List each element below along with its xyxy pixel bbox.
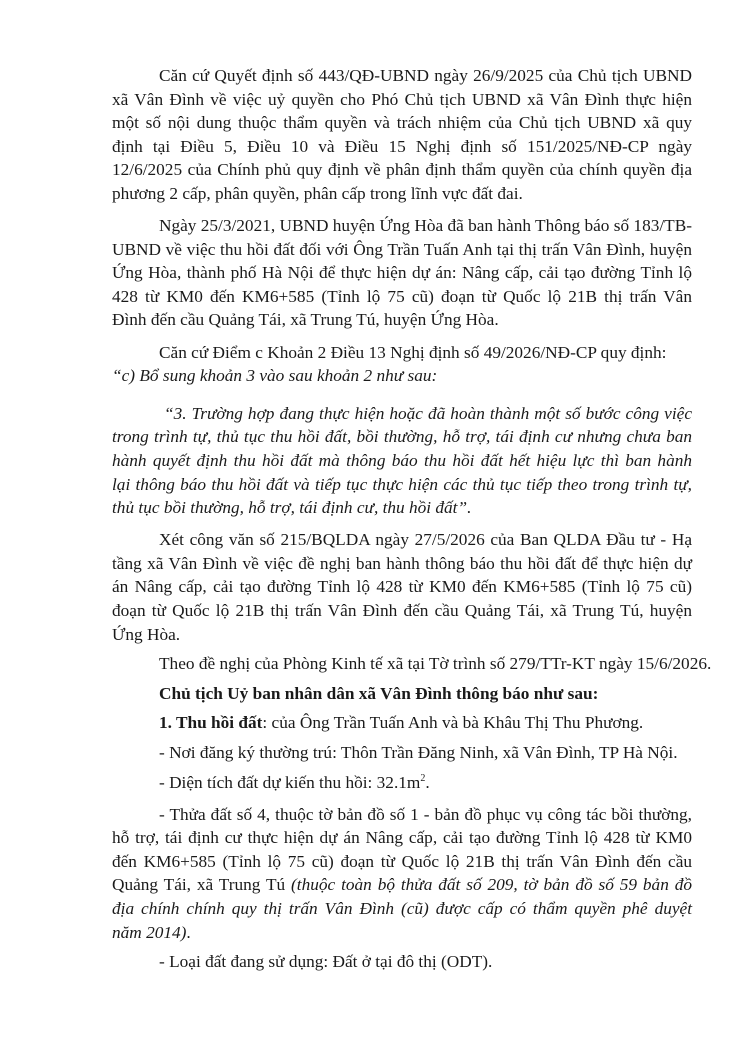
text-line: UBND về việc thu hồi đất đối với Ông Trần Tuấn Anh tại thị trấn Vân Đình, huyện [112,239,692,259]
text-line [112,921,692,945]
text-normal: Quảng Tái, xã Trung Tú [112,875,292,895]
item-label: 1. Thu hồi đất [159,713,263,733]
text-line: Ngày 25/3/2021, UBND huyện Ứng Hòa đã ban hành Thông báo số 183/TB- [159,216,692,236]
text-line: Ứng Hòa. [112,624,181,644]
paragraph-parcel [112,803,692,945]
area-tail: . [425,772,430,792]
text-italic: năm 2014) [112,922,187,942]
text-line: Đình đến cầu Quảng Tái, xã Trung Tú, huyện Ứng Hòa. [112,310,499,330]
text-line: hỗ trợ, tái định cư thực hiện dự án Nâng cấp, cải tạo đường Tỉnh lộ 428 từ KM0 [112,828,692,848]
text-line: đoạn từ Quốc lộ 21B thị trấn Vân Đình đến cầu Quảng Tái, xã Trung Tú, huyện [112,600,692,620]
text-line: thủ tục bồi thường, hỗ trợ, tái định cư, thu hồi đất”. [112,498,472,518]
text-line: tầng xã Vân Đình về việc đề nghị ban hành thông báo thu hồi đất để thực hiện dự [112,553,692,573]
text-line: Căn cứ Điểm c Khoản 2 Điều 13 Nghị định số 49/2026/NĐ-CP quy định: [159,342,667,362]
text-line: một số nội dung thuộc thẩm quyền và trách nhiệm của Chủ tịch UBND xã quy [112,113,692,133]
land-type-line: - Loại đất đang sử dụng: Đất ở tại đô thị (ODT). [159,952,493,972]
text-line: “3. Trường hợp đang thực hiện hoặc đã hoàn thành một số bước công việc [164,403,692,423]
text-line: Căn cứ Quyết định số 443/QĐ-UBND ngày 26/9/2025 của Chủ tịch UBND [159,66,692,85]
text-line [112,873,692,897]
paragraph-proposal: Theo đề nghị của Phòng Kinh tế xã tại Tờ trình số 279/TTr-KT ngày 15/6/2026. [159,654,712,674]
area-unit-superscript: 2 [420,772,426,784]
text-line: Xét công văn số 215/BQLDA ngày 27/5/2026 của Ban QLDA Đầu tư - Hạ [159,530,692,550]
paragraph-legal-basis-2 [112,341,692,388]
text-line: 12/6/2025 của Chính phủ quy định về phân định thẩm quyền của chính quyền địa [112,160,692,180]
text-line: lại thông báo thu hồi đất và tiếp tục thực hiện các thủ tục tiếp theo trong trình tự, [112,474,692,494]
text-line: phương 2 cấp, phân quyền, phân cấp trong lĩnh vực đất đai. [112,183,523,203]
section-heading: Chủ tịch Uỷ ban nhân dân xã Vân Đình thông báo như sau: [159,683,599,703]
paragraph-legal-basis-1 [112,64,692,206]
paragraph-request-letter [112,528,692,646]
item-land-recovery [112,711,692,735]
text-line: án Nâng cấp, cải tạo đường Tỉnh lộ 428 từ KM0 đến KM6+585 (Tỉnh lộ 75 cũ) [112,577,692,597]
text-line: trong trình tự, thủ tục thu hồi đất, bồi thường, hỗ trợ, tái định cư nhưng chưa ban [112,427,692,447]
quoted-provision [112,402,692,520]
paragraph-notice-2021 [112,214,692,332]
text-line: định tại Điều 5, Điều 10 và Điều 15 Nghị định số 151/2025/NĐ-CP ngày [112,136,692,156]
text-italic: (thuộc toàn bộ thửa đất số 209, tờ bản đồ số 59 bản đồ [291,875,692,895]
area-label: - Diện tích đất dự kiến thu hồi: 32.1m [159,772,421,792]
area-line [112,771,692,795]
text-line: xã Vân Đình về việc uỷ quyền cho Phó Chủ tịch UBND xã Vân Đình thực hiện [112,89,692,109]
text-line: hành quyết định thu hồi đất mà thông báo thu hồi đất hết hiệu lực thì ban hành [112,450,692,470]
text-normal: . [186,922,191,942]
text-line: 428 từ KM0 đến KM6+585 (Tỉnh lộ 75 cũ) đoạn từ Quốc lộ 21B thị trấn Vân [112,286,692,306]
item-text: : của Ông Trần Tuấn Anh và bà Khâu Thị Thu Phương. [262,713,644,733]
text-line: Ứng Hòa, thành phố Hà Nội để thực hiện dự án: Nâng cấp, cải tạo đường Tỉnh lộ [112,263,692,283]
text-line: địa chính chính quy thị trấn Vân Đình (cũ) được cấp có thẩm quyền phê duyệt [112,899,692,918]
residence-line: - Nơi đăng ký thường trú: Thôn Trần Đăng Ninh, xã Vân Đình, TP Hà Nội. [159,742,678,762]
text-line: “c) Bổ sung khoản 3 vào sau khoản 2 như sau: [112,366,438,386]
text-line: đến KM6+585 (Tỉnh lộ 75 cũ) đoạn từ Quốc lộ 21B thị trấn Vân Đình đến cầu [112,851,692,871]
text-line: - Thửa đất số 4, thuộc tờ bản đồ số 1 - bản đồ phục vụ công tác bồi thường, [159,804,692,824]
